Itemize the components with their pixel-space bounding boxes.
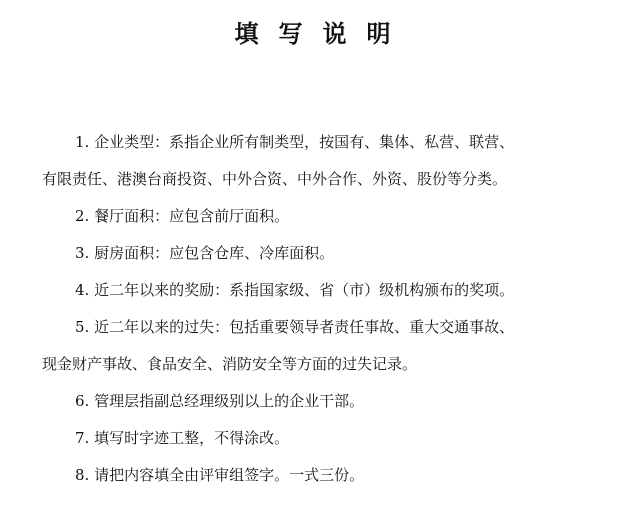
instruction-list (42, 133, 602, 484)
instruction-line-1: 1. 企业类型：系指企业所有制类型，按国有、集体、私营、联营、 (75, 133, 515, 151)
instruction-line-2: 2. 餐厅面积：应包含前厅面积。 (75, 207, 290, 225)
instruction-line-8: 8. 请把内容填全由评审组签字。一式三份。 (75, 466, 365, 484)
instruction-line-3: 3. 厨房面积：应包含仓库、冷库面积。 (75, 244, 335, 262)
page-title: 填写说明 (234, 20, 411, 48)
instruction-line-5: 5. 近二年以来的过失：包括重要领导者责任事故、重大交通事故、 (75, 318, 515, 336)
instruction-line-4: 4. 近二年以来的奖励：系指国家级、省（市）级机构颁布的奖项。 (75, 281, 515, 299)
instruction-line-6: 6. 管理层指副总经理级别以上的企业干部。 (75, 392, 365, 410)
instruction-line-7: 7. 填写时字迹工整，不得涂改。 (75, 429, 290, 447)
instruction-line-5-cont: 现金财产事故、食品安全、消防安全等方面的过失记录。 (42, 355, 418, 373)
instruction-line-1-cont: 有限责任、港澳台商投资、中外合资、中外合作、外资、股份等分类。 (42, 170, 508, 188)
